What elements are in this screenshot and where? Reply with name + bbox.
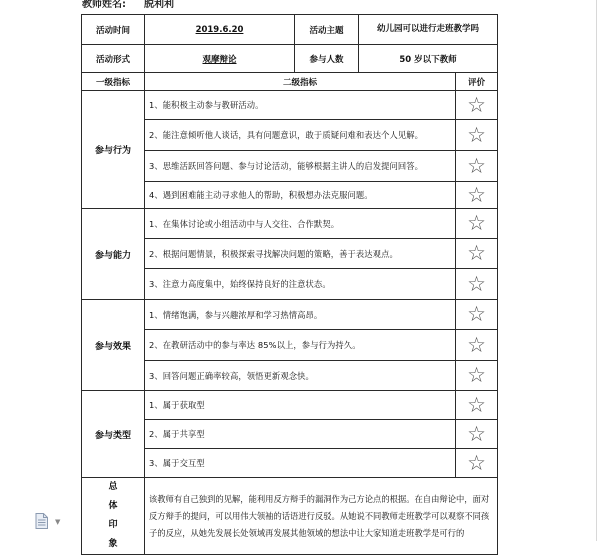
summary-row — [82, 478, 498, 555]
topic-label: 活动主题 — [295, 15, 359, 45]
star-icon[interactable]: ☆ — [467, 153, 486, 178]
page-edge-rule — [596, 0, 597, 541]
topic-value: 幼儿园可以进行走班教学吗 — [359, 15, 498, 45]
star-icon[interactable]: ☆ — [467, 122, 486, 147]
indicator-text: 1、能积极主动参与教研活动。 — [145, 91, 456, 120]
summary-text: 该教师有自己独到的见解，能利用反方辩手的漏洞作为己方论点的根据。在自由辩论中，面对反方辩手的提问，可以用伟大领袖的话语进行反驳。从她说不同教师走班教学可以观察不同孩子的反应，从她先发展长处领域再发展其他领域的想法中让大家知道走班教学是可行的 — [145, 478, 498, 555]
indicator-text: 3、属于交互型 — [145, 449, 456, 478]
star-icon[interactable]: ☆ — [467, 211, 486, 235]
rating-cell[interactable] — [456, 300, 498, 330]
rating-cell[interactable] — [456, 330, 498, 361]
summary-label-char: 体 — [108, 501, 118, 511]
star-icon[interactable]: ☆ — [467, 332, 486, 357]
chevron-down-icon[interactable]: ▼ — [55, 518, 61, 526]
star-icon[interactable]: ☆ — [467, 392, 486, 417]
rating-cell[interactable] — [456, 269, 498, 300]
indicator-text: 3、回答问题正确率较高，领悟更新观念快。 — [145, 361, 456, 391]
indicator-row — [82, 91, 498, 120]
summary-label-char: 印 — [108, 520, 118, 530]
indicator-text: 1、情绪饱满，参与兴趣浓厚和学习热情高昂。 — [145, 300, 456, 330]
rating-cell[interactable] — [456, 420, 498, 449]
form-label: 活动形式 — [82, 45, 145, 73]
indicator-row — [82, 269, 498, 300]
indicator-text: 2、能注意倾听他人谈话，具有问题意识，敢于质疑问难和表达个人见解。 — [145, 120, 456, 151]
time-label: 活动时间 — [82, 15, 145, 45]
star-icon[interactable]: ☆ — [467, 450, 486, 475]
star-icon[interactable]: ☆ — [467, 363, 486, 387]
teacher-header — [82, 0, 174, 10]
col-header-level2: 二级指标 — [145, 73, 456, 91]
rating-cell[interactable] — [456, 449, 498, 478]
evaluation-table — [81, 14, 498, 555]
indicator-row — [82, 182, 498, 209]
rating-cell[interactable] — [456, 361, 498, 391]
info-row-2 — [82, 45, 498, 73]
teacher-name: 脱利利 — [144, 0, 174, 10]
rating-cell[interactable] — [456, 120, 498, 151]
star-icon[interactable]: ☆ — [467, 302, 486, 326]
indicator-row — [82, 391, 498, 420]
info-row-1 — [82, 15, 498, 45]
summary-label — [82, 478, 145, 555]
indicator-text: 4、遇到困难能主动寻求他人的帮助，积极想办法克服问题。 — [145, 182, 456, 209]
summary-label-char: 总 — [108, 482, 118, 492]
indicator-text: 2、在教研活动中的参与率达 85%以上，参与行为持久。 — [145, 330, 456, 361]
indicator-text: 3、注意力高度集中，始终保持良好的注意状态。 — [145, 269, 456, 300]
star-icon[interactable]: ☆ — [467, 271, 486, 296]
category-label: 参与能力 — [82, 209, 145, 300]
rating-cell[interactable] — [456, 391, 498, 420]
rating-cell[interactable] — [456, 182, 498, 209]
col-header-level1: 一级指标 — [82, 73, 145, 91]
indicator-row — [82, 420, 498, 449]
indicator-row — [82, 151, 498, 182]
rating-cell[interactable] — [456, 91, 498, 120]
indicator-row — [82, 330, 498, 361]
people-label: 参与人数 — [295, 45, 359, 73]
indicator-text: 2、属于共享型 — [145, 420, 456, 449]
indicator-text: 1、属于获取型 — [145, 391, 456, 420]
star-icon[interactable]: ☆ — [467, 421, 486, 446]
indicator-text: 1、在集体讨论或小组活动中与人交往、合作默契。 — [145, 209, 456, 239]
indicator-row — [82, 120, 498, 151]
rating-cell[interactable] — [456, 151, 498, 182]
form-value: 观摩辩论 — [145, 45, 295, 73]
category-label: 参与类型 — [82, 391, 145, 478]
teacher-label: 教师姓名: — [82, 0, 126, 10]
indicator-row — [82, 209, 498, 239]
indicator-row — [82, 239, 498, 269]
document-icon[interactable] — [35, 513, 48, 529]
star-icon[interactable]: ☆ — [467, 92, 486, 117]
column-header-row — [82, 73, 498, 91]
category-label: 参与行为 — [82, 91, 145, 209]
indicator-text: 2、根据问题情景，积极探索寻找解决问题的策略，善于表达观点。 — [145, 239, 456, 269]
indicator-row — [82, 361, 498, 391]
star-icon[interactable]: ☆ — [467, 182, 486, 207]
indicator-row — [82, 449, 498, 478]
category-label: 参与效果 — [82, 300, 145, 391]
col-header-rating: 评价 — [456, 73, 498, 91]
star-icon[interactable]: ☆ — [467, 241, 486, 265]
indicator-text: 3、思维活跃回答问题、参与讨论活动，能够根据主讲人的启发提问回答。 — [145, 151, 456, 182]
time-value: 2019.6.20 — [145, 15, 295, 45]
summary-label-char: 象 — [108, 539, 118, 549]
people-value: 50 岁以下教师 — [359, 45, 498, 73]
rating-cell[interactable] — [456, 239, 498, 269]
indicator-row — [82, 300, 498, 330]
rating-cell[interactable] — [456, 209, 498, 239]
